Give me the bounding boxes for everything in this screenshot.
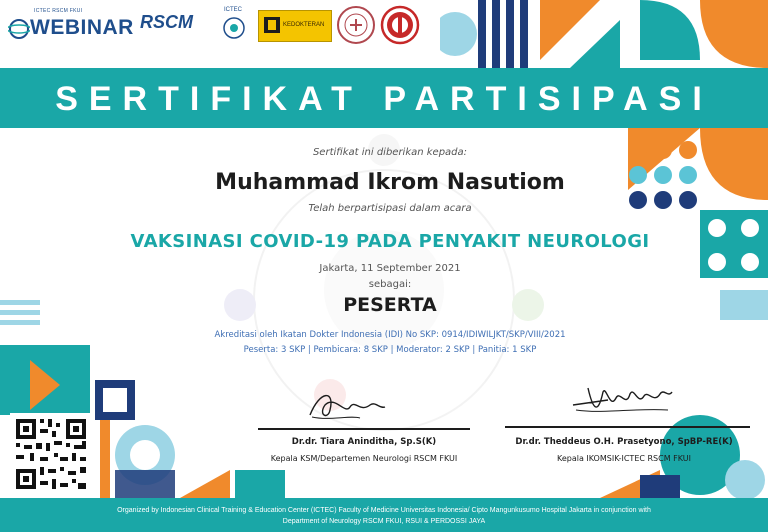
accreditation-text: Akreditasi oleh Ikatan Dokter Indonesia (IDI) No SKP: 0914/IDIWILJKT/SKP/VIII/2021 — [214, 330, 566, 340]
signature-left — [300, 385, 390, 425]
webinar-logo — [8, 6, 134, 46]
ictec-label: ICTEC — [224, 7, 242, 13]
top-right-pattern — [433, 0, 768, 68]
as-label: sebagai: — [368, 279, 412, 290]
perdossi-seal-icon — [336, 5, 376, 45]
signature-right — [568, 380, 678, 425]
signature-line-right — [505, 426, 750, 428]
signatory-left-position: Kepala KSM/Departemen Neurologi RSCM FKUI — [270, 454, 458, 463]
recipient-name: Muhammad Ikrom Nasutiom — [215, 170, 565, 195]
fkui-logo — [258, 10, 332, 42]
fkui-label: KEDOKTERAN — [283, 22, 325, 28]
footer-line-1: Organized by Indonesian Clinical Training & Education Center (ICTEC) Faculty of Medicine Universitas Indonesia/ Cipto Mangunkusumo Hospital Jakarta in conjunction with — [117, 507, 651, 514]
ictec-emblem-icon — [222, 16, 246, 40]
globe-icon — [8, 18, 30, 40]
qr-code-icon — [10, 413, 92, 495]
footer-text — [60, 505, 708, 527]
certificate-title: SERTIFIKAT PARTISIPASI — [55, 80, 713, 118]
footer-line-2: Department of Neurology RSCM FKUI, RSUI & PERDOSSI JAYA — [282, 518, 486, 525]
signatory-right-name: Dr.dr. Theddeus O.H. Prasetyono, SpBP-RE(K) — [515, 437, 733, 447]
rscm-logo: RSCM — [140, 12, 193, 32]
webinar-label: WEBINAR — [30, 16, 134, 39]
given-to-label: Sertifikat ini diberikan kepada: — [312, 147, 468, 158]
qr-code[interactable] — [10, 413, 92, 495]
participant-role: PESERTA — [343, 294, 437, 316]
webinar-small-label: ICTEC RSCM FKUI — [34, 8, 83, 14]
skp-points-text: Peserta: 3 SKP | Pembicara: 8 SKP | Moderator: 2 SKP | Panitia: 1 SKP — [243, 345, 537, 355]
event-date: Jakarta, 11 September 2021 — [319, 263, 461, 274]
signatory-right-position: Kepala IKOMSIK-ICTEC RSCM FKUI — [556, 454, 692, 463]
ictec-logo — [214, 6, 254, 46]
event-title: VAKSINASI COVID-19 PADA PENYAKIT NEUROLOGI — [130, 231, 650, 252]
participated-label: Telah berpartisipasi dalam acara — [308, 203, 472, 214]
signature-line-left — [258, 428, 470, 430]
idi-seal-icon — [380, 5, 420, 45]
makara-icon — [263, 16, 281, 34]
signatory-left-name: Dr.dr. Tiara Aninditha, Sp.S(K) — [291, 437, 437, 447]
